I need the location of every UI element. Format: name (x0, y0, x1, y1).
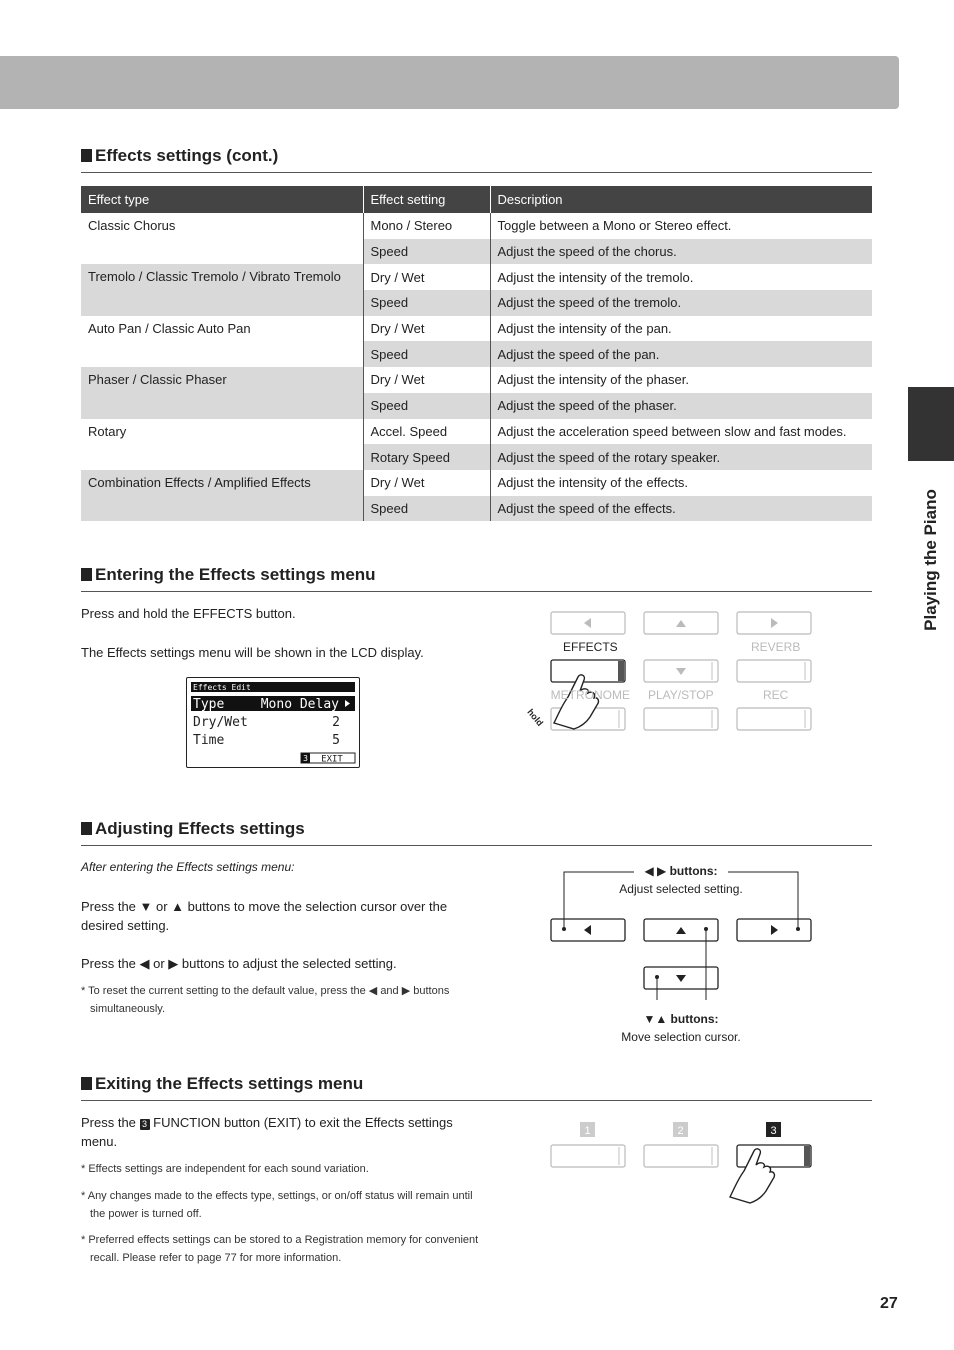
heading-square-icon (81, 568, 92, 581)
header-bar (0, 56, 899, 109)
description-cell: Adjust the intensity of the tremolo. (497, 269, 694, 285)
description-cell: Adjust the speed of the rotary speaker. (490, 444, 872, 470)
effect-setting-cell: Speed (363, 393, 490, 419)
function-2-button[interactable] (644, 1145, 718, 1167)
lcd-title: Effects Edit (193, 683, 251, 692)
table-row (81, 367, 872, 393)
description-cell: Adjust the intensity of the effects. (497, 475, 689, 491)
reverb-button[interactable] (737, 660, 811, 682)
function-button-number: 1 (584, 1125, 591, 1137)
play-stop-button-label: PLAY/STOP (648, 688, 714, 702)
left-right-buttons-desc: Adjust selected setting. (619, 882, 743, 896)
function-button-number: 3 (770, 1125, 777, 1137)
lcd-row-value: 2 (332, 715, 340, 730)
rec-button-label: REC (763, 688, 789, 702)
description-cell: Adjust the speed of the tremolo. (490, 290, 872, 316)
function-number-badge: 3 (140, 1119, 150, 1130)
rec-button[interactable] (737, 708, 811, 730)
lcd-row-label: Type (193, 697, 225, 712)
lcd-function-number: 3 (303, 754, 308, 763)
table-row (81, 213, 872, 239)
metronome-button-label: METRONOME (550, 688, 630, 702)
description-cell: Toggle between a Mono or Stereo effect. (497, 218, 732, 234)
effects-table (81, 186, 872, 521)
effect-setting-cell: Mono / Stereo (363, 213, 490, 239)
effects-button-label: EFFECTS (563, 640, 618, 654)
lcd-row-value: 5 (332, 733, 340, 748)
paragraph: Press the 3 FUNCTION button (EXIT) to exit the Effects settings menu. (81, 1115, 453, 1149)
table-row (81, 316, 872, 342)
lcd-row-label: Dry/Wet (193, 715, 248, 730)
table-row (81, 470, 872, 496)
table-header-row (81, 186, 872, 213)
effect-setting-cell: Rotary Speed (363, 444, 490, 470)
lcd-row-value: Mono Delay (260, 697, 339, 712)
description-cell: Adjust the intensity of the pan. (497, 321, 672, 337)
play-stop-button[interactable] (644, 708, 718, 730)
paragraph: Press and hold the EFFECTS button. (81, 606, 296, 621)
description-cell: Adjust the speed of the chorus. (490, 239, 872, 265)
effect-setting-cell: Dry / Wet (363, 264, 490, 290)
effect-type-cell: Auto Pan / Classic Auto Pan (81, 316, 363, 367)
paragraph: The Effects settings menu will be shown in the LCD display. (81, 645, 424, 660)
effect-type-cell: Combination Effects / Amplified Effects (81, 470, 363, 521)
section-side-label: Playing the Piano (921, 489, 940, 631)
effect-setting-cell: Speed (363, 239, 490, 265)
left-right-buttons-title: ◀ ▶ buttons: (644, 864, 718, 878)
effect-setting-cell: Speed (363, 341, 490, 367)
note: * To reset the current setting to the default value, press the ◀ and ▶ buttons simultaneously. (81, 985, 450, 1015)
description-cell: Adjust the speed of the effects. (490, 496, 872, 522)
effect-setting-cell: Accel. Speed (363, 419, 490, 445)
paragraph: Press the ◀ or ▶ buttons to adjust the selected setting. (81, 956, 397, 971)
description-cell: Adjust the intensity of the phaser. (497, 372, 690, 388)
effect-type-cell: Phaser / Classic Phaser (81, 367, 363, 418)
reverb-button-label: REVERB (751, 640, 801, 654)
lcd-display (186, 677, 360, 768)
effect-type-cell: Classic Chorus (81, 213, 363, 264)
function-button-number: 2 (677, 1125, 684, 1137)
section-tab (908, 387, 954, 461)
section-heading-exiting: Exiting the Effects settings menu (81, 1074, 872, 1101)
effect-setting-cell: Dry / Wet (363, 367, 490, 393)
effects-buttons-panel (540, 605, 830, 740)
function-buttons-panel (540, 1115, 830, 1215)
description-cell: Adjust the acceleration speed between slow and fast modes. (497, 423, 847, 439)
table-row (81, 264, 872, 290)
heading-square-icon (81, 822, 92, 835)
page-number: 27 (880, 1295, 898, 1312)
up-down-buttons-desc: Move selection cursor. (621, 1030, 741, 1044)
description-cell: Adjust the speed of the phaser. (490, 393, 872, 419)
section-heading-effects-cont: Effects settings (cont.) (81, 146, 872, 173)
intro-text: After entering the Effects settings menu: (81, 860, 295, 874)
effect-type-cell: Rotary (81, 419, 363, 470)
note: * Any changes made to the effects type, settings, or on/off status will remain until the power is turned off. (81, 1190, 473, 1220)
column-header: Effect type (81, 186, 363, 213)
lcd-row-label: Time (193, 733, 225, 748)
note: * Effects settings are independent for each sound variation. (81, 1163, 369, 1175)
effect-setting-cell: Dry / Wet (363, 470, 490, 496)
column-header: Description (490, 186, 872, 213)
function-1-button[interactable] (551, 1145, 625, 1167)
effect-setting-cell: Speed (363, 496, 490, 522)
effect-type-cell: Tremolo / Classic Tremolo / Vibrato Tremolo (81, 264, 363, 315)
description-cell: Adjust the speed of the pan. (490, 341, 872, 367)
section-heading-entering: Entering the Effects settings menu (81, 565, 872, 592)
effect-setting-cell: Dry / Wet (363, 316, 490, 342)
up-down-buttons-title: ▼▲ buttons: (643, 1012, 719, 1026)
note: * Preferred effects settings can be stored to a Registration memory for convenient recall. Please refer to page 77 for more information. (81, 1234, 479, 1264)
effect-setting-cell: Speed (363, 290, 490, 316)
paragraph: Press the ▼ or ▲ buttons to move the selection cursor over the desired setting. (81, 899, 448, 933)
effects-button[interactable] (551, 660, 625, 682)
column-header: Effect setting (363, 186, 490, 213)
section-heading-adjusting: Adjusting Effects settings (81, 819, 872, 846)
cursor-buttons-diagram (540, 860, 830, 1000)
table-row (81, 419, 872, 445)
heading-square-icon (81, 1077, 92, 1090)
heading-square-icon (81, 149, 92, 162)
hold-label: hold (525, 707, 546, 728)
lcd-exit-label: EXIT (321, 754, 343, 765)
